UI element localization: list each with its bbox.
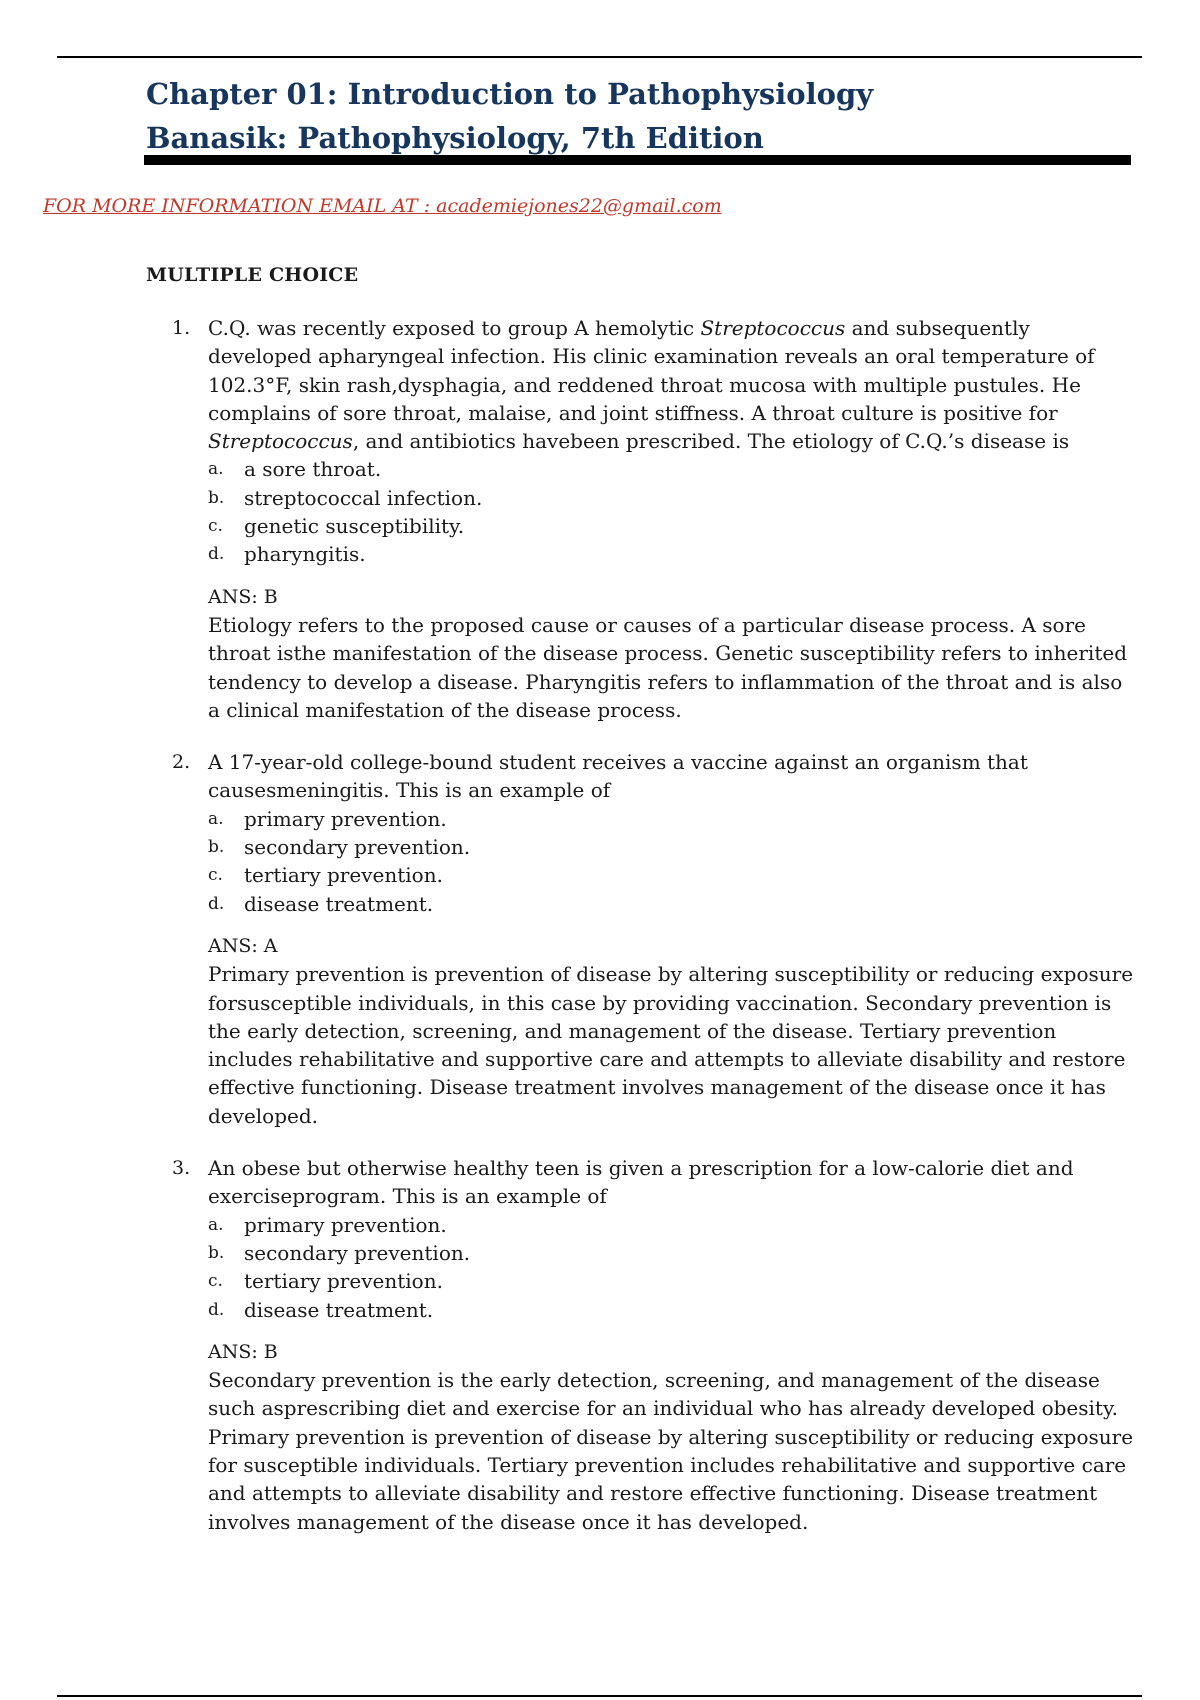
option-text: secondary prevention. [244,1240,471,1265]
question-number: 1. [172,317,191,339]
option-a [208,455,1136,483]
option-c [208,512,1136,540]
question-stem [208,1154,1136,1211]
stem-italic-organism: Streptococcus [700,316,846,340]
option-text: streptococcal infection. [244,485,483,510]
question-number: 3. [172,1157,191,1180]
question-1 [146,314,1136,724]
stem-text: A 17-year-old college-bound student receives a vaccine against an organism that causesmeningitis. This is an example of [208,750,1028,803]
answer-explanation: Secondary prevention is the early detection, screening, and management of the disease such asprescribing diet and exercise for an individual who has already developed obesity. Primary prevention is prevention of disease by altering susceptibility or reducing exposure for susceptible individuals. Tertiary prevention includes rehabilitative and supportive care and attempts to alleviate disability and restore effective functioning. Disease treatment involves management of the disease once it has developed. [208,1368,1134,1534]
option-letter: b. [208,837,225,858]
stem-text: An obese but otherwise healthy teen is given a prescription for a low-calorie diet and exerciseprogram. This is an example of [208,1156,1074,1209]
option-text: tertiary prevention. [244,1269,443,1294]
option-c [208,1267,1136,1295]
option-text: pharyngitis. [244,542,366,567]
option-b [208,1239,1136,1267]
option-b [208,833,1136,861]
option-text: primary prevention. [244,806,447,831]
email-contact-link[interactable]: FOR MORE INFORMATION EMAIL AT : academiejones22@gmail.com [43,195,722,217]
answer-explanation: Etiology refers to the proposed cause or causes of a particular disease process. A sore throat isthe manifestation of the disease process. Genetic susceptibility refers to inherited tendency to develop a disease. Pharyngitis refers to inflammation of the throat and is also a clinical manifestation of the disease process. [208,612,1127,722]
option-letter: a. [208,1214,224,1235]
bottom-rule [57,1695,1142,1697]
stem-text: C.Q. was recently exposed to group A hemolytic [208,316,701,340]
question-number: 2. [172,751,191,774]
option-letter: b. [208,1242,225,1263]
question-stem [208,748,1136,805]
stem-text: and subsequently developed apharyngeal infection. His clinic examination reveals an oral temperature of 102.3°F, skin rash,dysphagia, and reddened throat mucosa with multiple pustules. He complains of sore throat, malaise, and joint stiffness. A throat culture is positive for [208,316,1095,425]
option-letter: d. [208,1299,225,1320]
option-letter: d. [208,893,225,914]
question-2 [146,748,1136,1130]
option-text: secondary prevention. [244,835,471,860]
option-b [208,484,1136,512]
document-header [146,72,1130,160]
chapter-title: Chapter 01: Introduction to Pathophysiology [146,77,874,111]
question-3 [146,1154,1136,1536]
option-letter: b. [208,487,225,508]
stem-text: , and antibiotics havebeen prescribed. The etiology of C.Q.’s disease is [352,429,1070,454]
answer-key: ANS: B [208,585,278,608]
question-list [146,314,1136,1560]
title-underline-bar [144,155,1131,165]
option-letter: c. [208,1271,223,1292]
option-letter: a. [208,459,224,480]
option-d [208,1296,1136,1324]
option-c [208,861,1136,889]
option-text: a sore throat. [244,457,382,482]
option-letter: d. [208,544,225,565]
option-list [208,805,1136,918]
option-letter: c. [208,516,223,537]
option-letter: a. [208,808,224,829]
question-stem [208,314,1136,455]
option-text: disease treatment. [244,891,434,916]
option-d [208,890,1136,918]
option-a [208,1211,1136,1239]
top-rule [57,56,1142,58]
option-text: disease treatment. [244,1297,434,1322]
option-list [208,455,1136,568]
option-d [208,540,1136,568]
option-list [208,1211,1136,1324]
option-text: primary prevention. [244,1212,447,1237]
option-text: genetic susceptibility. [244,514,465,539]
section-title: MULTIPLE CHOICE [146,264,359,286]
answer-key: ANS: A [208,934,278,957]
book-title: Banasik: Pathophysiology, 7th Edition [146,121,764,155]
option-text: tertiary prevention. [244,863,443,888]
answer-explanation: Primary prevention is prevention of disease by altering susceptibility or reducing exposure forsusceptible individuals, in this case by providing vaccination. Secondary prevention is the early detection, screening, and management of the disease. Tertiary prevention includes rehabilitative and supportive care and attempts to alleviate disability and restore effective functioning. Disease treatment involves management of the disease once it has developed. [208,962,1134,1128]
answer-key: ANS: B [208,1340,278,1363]
option-a [208,805,1136,833]
stem-italic-organism: Streptococcus [208,429,353,454]
option-letter: c. [208,865,223,886]
